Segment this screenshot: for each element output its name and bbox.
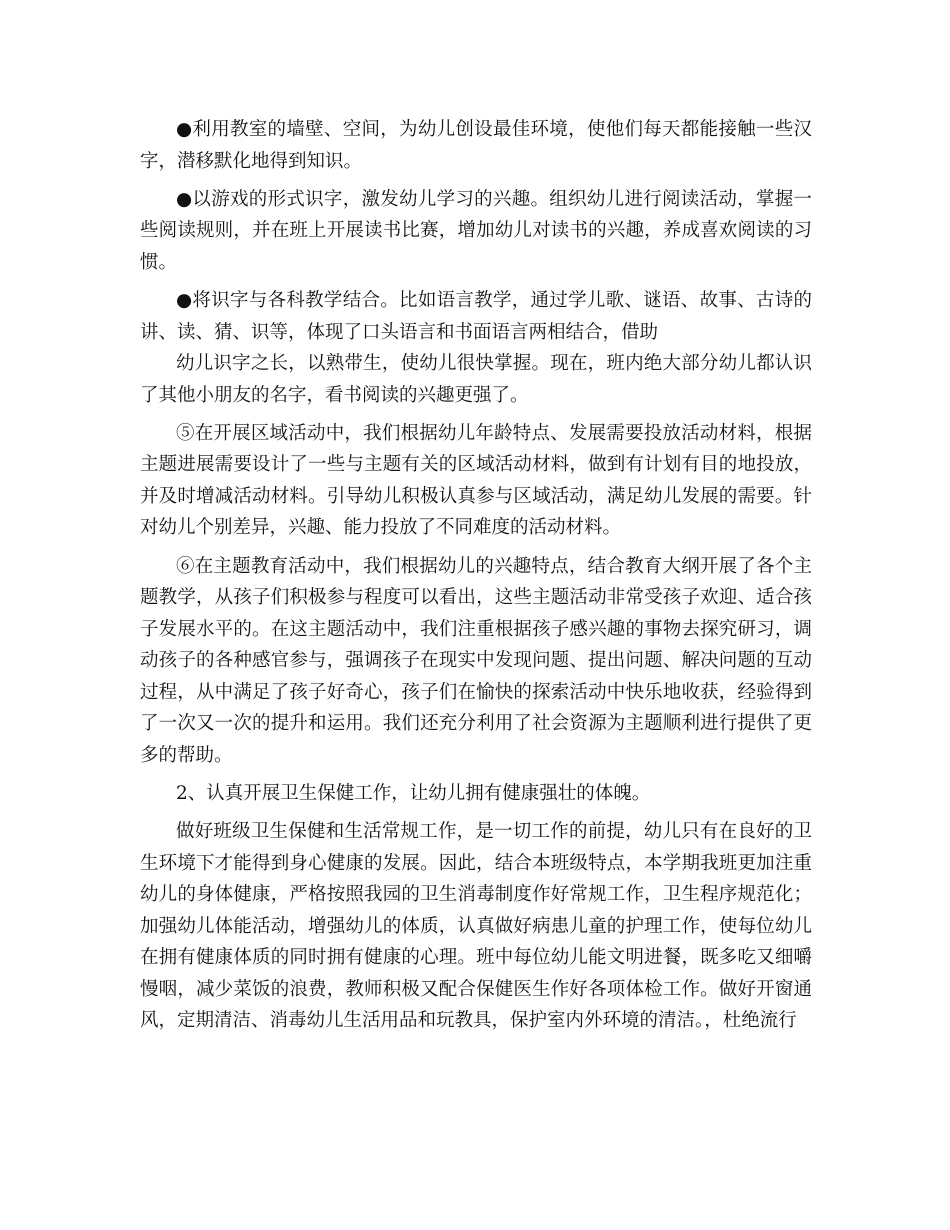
- document-body: [140, 114, 812, 1044]
- paragraph-game-literacy: ●以游戏的形式识字，激发幼儿学习的兴趣。组织幼儿进行阅读活动，掌握一些阅读规则，并在班上开展读书比赛，增加幼儿对读书的兴趣，养成喜欢阅读的习惯。: [140, 188, 812, 273]
- paragraph-wall-literacy: ●利用教室的墙壁、空间，为幼儿创设最佳环境，使他们每天都能接触一些汉字，潜移默化地得到知识。: [140, 119, 812, 172]
- paragraph-health-care: 做好班级卫生保健和生活常规工作，是一切工作的前提，幼儿只有在良好的卫生环境下才能得到身心健康的发展。因此，结合本班级特点，本学期我班更加注重幼儿的身体健康，严格按照我园的卫生消毒制度作好常规工作，卫生程序规范化；加强幼儿体能活动，增强幼儿的体质，认真做好病患儿童的护理工作，使每位幼儿在拥有健康体质的同时拥有健康的心理。班中每位幼儿能文明进餐，既多吃又细嚼慢咽，减少菜饭的浪费，教师积极又配合保健医生作好各项体检工作。做好开窗通风，定期清洁、消毒幼儿生活用品和玩教具，保护室内外环境的清洁。，杜绝流行: [140, 821, 812, 1032]
- paragraph-area-activities: ⑤在开展区域活动中，我们根据幼儿年龄特点、发展需要投放活动材料，根据主题进展需要设计了一些与主题有关的区域活动材料，做到有计划有目的地投放，并及时增减活动材料。引导幼儿积极认真参与区域活动，满足幼儿发展的需要。针对幼儿个别差异，兴趣、能力投放了不同难度的活动材料。: [140, 422, 812, 539]
- paragraph-literacy-result: 幼儿识字之长，以熟带生，使幼儿很快掌握。现在，班内绝大部分幼儿都认识了其他小朋友的名字，看书阅读的兴趣更强了。: [140, 353, 812, 406]
- paragraph-theme-activities: ⑥在主题教育活动中，我们根据幼儿的兴趣特点，结合教育大纲开展了各个主题教学，从孩子们积极参与程度可以看出，这些主题活动非常受孩子欢迎、适合孩子发展水平的。在这主题活动中，我们注重根据孩子感兴趣的事物去探究研习，调动孩子的各种感官参与，强调孩子在现实中发现问题、提出问题、解决问题的互动过程，从中满足了孩子好奇心，孩子们在愉快的探索活动中快乐地收获，经验得到了一次又一次的提升和运用。我们还充分利用了社会资源为主题顺利进行提供了更多的帮助。: [140, 555, 812, 766]
- section-heading-health: 2、认真开展卫生保健工作，让幼儿拥有健康强壮的体魄。: [176, 782, 651, 804]
- paragraph-subject-integration: ●将识字与各科教学结合。比如语言教学，通过学儿歌、谜语、故事、古诗的讲、读、猜、识等，体现了口头语言和书面语言两相结合，借助: [140, 290, 812, 343]
